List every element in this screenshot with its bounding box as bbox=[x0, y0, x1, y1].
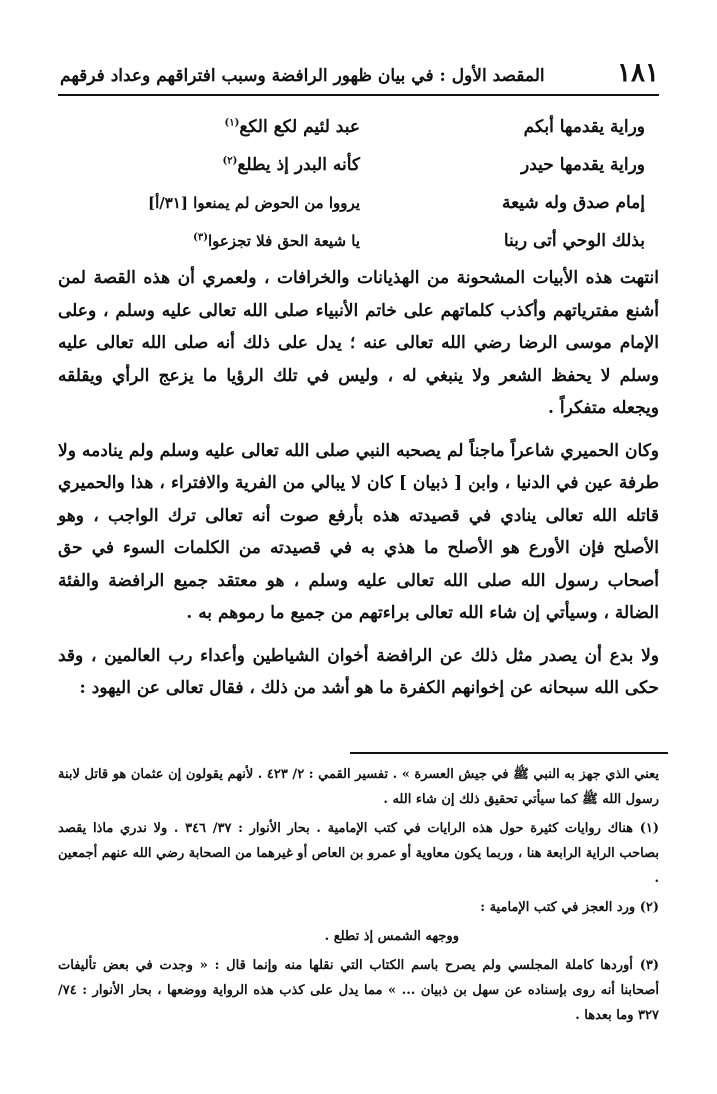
verse-second-text: يرووا من الحوض لم يمنعوا [٣١/أ] bbox=[147, 194, 360, 212]
page-header bbox=[60, 58, 659, 94]
verse-line bbox=[60, 146, 645, 184]
footnote-marker: (١) bbox=[224, 117, 240, 129]
header-rule bbox=[58, 94, 659, 96]
verse-first-hemistich: بذلك الوحي أتى ربنا bbox=[503, 231, 645, 251]
running-title: المقصد الأول : في بيان ظهور الرافضة وسبب افتراقهم وعداد فرقهم bbox=[60, 66, 545, 86]
footnote-marker: (٣) bbox=[193, 232, 208, 243]
verse-second-text: كأنه البدر إذ يطلع bbox=[237, 155, 360, 175]
footnotes bbox=[58, 762, 659, 1032]
verse-second-hemistich bbox=[60, 117, 360, 137]
verse-first-hemistich: وراية يقدمها حيدر bbox=[521, 155, 645, 175]
footnote-quote: ووجهه الشمس إذ تطلع . bbox=[324, 929, 459, 944]
footnote: (١) هناك روايات كثيرة حول هذه الرايات في كتب الإمامية . بحار الأنوار : ٣٧/ ٣٤٦ . ولا ندري ماذا يقصد بصاحب الراية الرابعة هنا ، وربما يكون معاوية أو عمرو بن العاص أو غيرهما من الصحابة رضي الله عنهم أجمعين . bbox=[58, 821, 660, 886]
footnote-marker: (٢) bbox=[222, 155, 238, 167]
verse-second-hemistich bbox=[60, 155, 360, 175]
footnote-separator bbox=[350, 752, 668, 754]
poem bbox=[60, 108, 645, 260]
footnote: (٣) أوردها كاملة المجلسي ولم يصرح باسم الكتاب التي نقلها منه وإنما قال : « وجدت في بعض تأليفات أصحابنا أنه روى بإسناده عن سهل بن ذبيان ... » مما يدل على كذب هذه الرواية ووضعها ، بحار الأنوار : ٧٤/ ٣٢٧ وما بعدها . bbox=[58, 958, 659, 1023]
verse-first-hemistich: إمام صدق وله شيعة bbox=[501, 193, 645, 213]
body-paragraph: ولا بدع أن يصدر مثل ذلك عن الرافضة أخوان الشياطين وأعداء رب العالمين ، وقد حكى الله سبحانه عن إخوانهم الكفرة ما هو أشد من ذلك ، فقال تعالى عن اليهود : bbox=[58, 645, 659, 698]
footnote: يعني الذي جهز به النبي ﷺ في جيش العسرة » . تفسير القمي : ٢/ ٤٢٣ . لأنهم يقولون إن عثمان هو قاتل لابنة رسول الله ﷺ كما سيأتي تحقيق ذلك إن شاء الله . bbox=[58, 767, 659, 807]
verse-second-hemistich bbox=[60, 194, 360, 212]
body-text bbox=[58, 262, 659, 705]
verse-first-hemistich: وراية يقدمها أبكم bbox=[523, 117, 645, 137]
verse-line bbox=[60, 222, 645, 260]
verse-second-hemistich bbox=[60, 232, 360, 250]
page-number: ١٨١ bbox=[617, 58, 659, 88]
verse-second-text: عبد لئيم لكع الكع bbox=[239, 117, 360, 137]
body-paragraph: انتهت هذه الأبيات المشحونة من الهذيانات والخرافات ، ولعمري أن هذه القصة لمن أشنع مفترياتهم وأكذب كلماتهم على خاتم الأنبياء صلى الله تعالى عليه وسلم ، وعلى الإمام موسى الرضا رضي الله تعالى عنه ؛ يدل على ذلك أنه صلى الله تعالى عليه وسلم لا يحفظ الشعر ولا ينبغي له ، وليس في تلك الرؤيا ما يزعج الرأي ويقلقه ويجعله متفكراً . bbox=[58, 268, 659, 418]
footnote: (٢) ورد العجز في كتب الإمامية : bbox=[480, 900, 659, 915]
body-paragraph: وكان الحميري شاعراً ماجناً لم يصحبه النبي صلى الله تعالى عليه وسلم ولم ينادمه ولا طرفة عين في الدنيا ، وابن [ ذبيان ] كان لا يبالي من الفرية والافتراء ، هذا والحميري قاتله الله تعالى ينادي في قصيدته هذه بأرفع صوت أنه تعالى ترك الواجب ، وهو الأصلح فإن الأورع هو الأصلح ما هذي به في قصيدته من الكلمات السوء في حق أصحاب رسول الله صلى الله تعالى عليه وسلم ، هو معتقد جميع الرافضة والفئة الضالة ، وسيأتي إن شاء الله تعالى براءتهم من جميع ما رموهم به . bbox=[58, 440, 659, 623]
verse-second-text: يا شيعة الحق فلا تجزعوا bbox=[207, 232, 360, 250]
verse-line bbox=[60, 108, 645, 146]
verse-line bbox=[60, 184, 645, 222]
